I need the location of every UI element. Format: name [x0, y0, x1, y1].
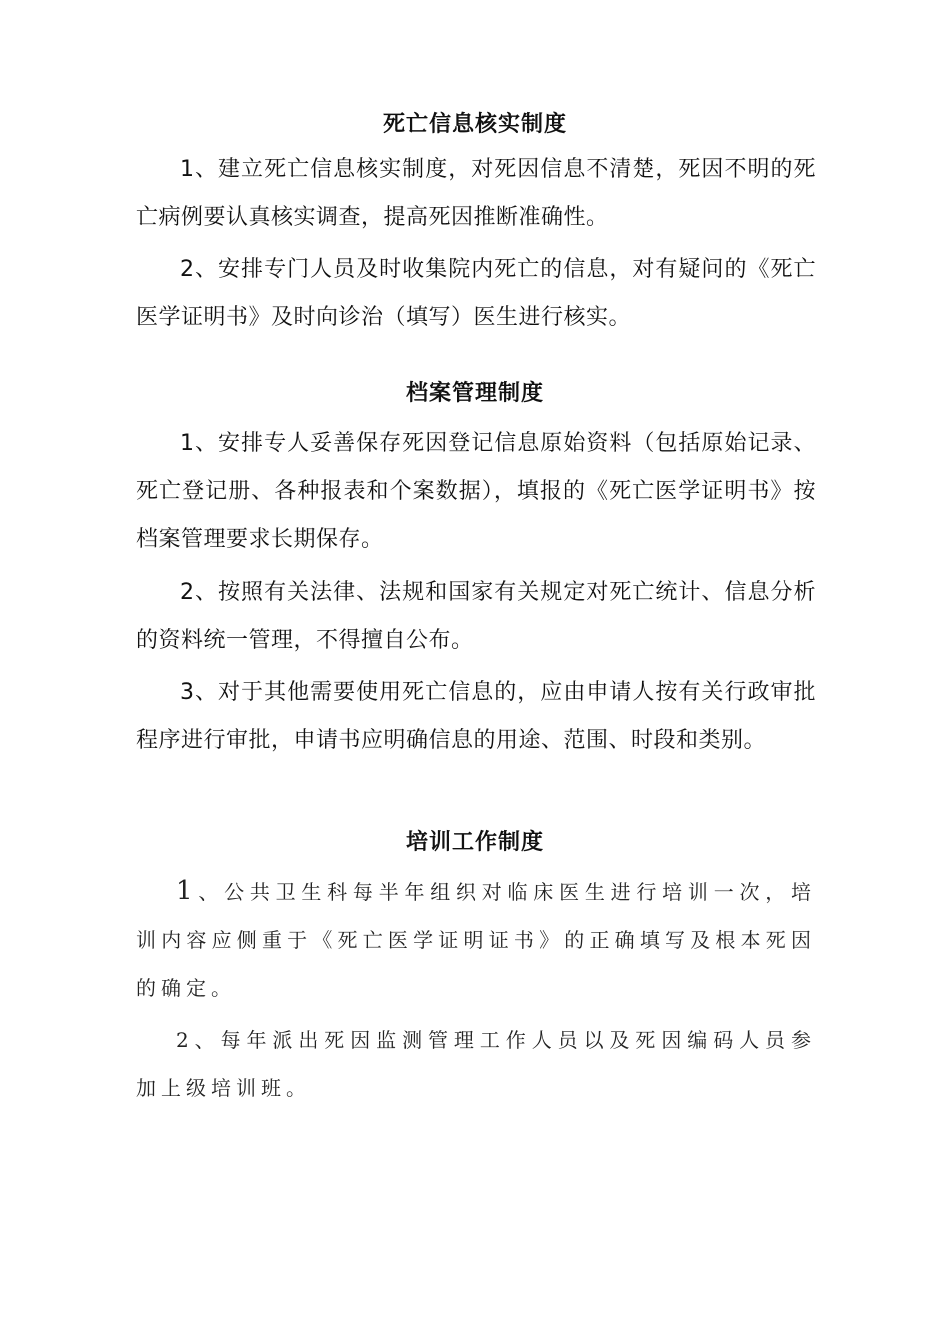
paragraph-verification-2: 2、安排专门人员及时收集院内死亡的信息，对有疑问的《死亡医学证明书》及时向诊治（填写）医生进行核实。 — [136, 257, 816, 330]
section-title-training: 培训工作制度 — [405, 830, 544, 855]
paragraph-archive-2: 2、按照有关法律、法规和国家有关规定对死亡统计、信息分析的资料统一管理，不得擅自公布。 — [136, 580, 816, 653]
paragraph-training-2: 2、每年派出死因监测管理工作人员以及死因编码人员参加上级培训班。 — [136, 1028, 816, 1100]
paragraph-archive-3: 3、对于其他需要使用死亡信息的，应由申请人按有关行政审批程序进行审批，申请书应明确信息的用途、范围、时段和类别。 — [136, 680, 816, 753]
section-title-death-info-verification: 死亡信息核实制度 — [382, 112, 567, 137]
section-title-archive-management: 档案管理制度 — [405, 381, 544, 406]
paragraph-archive-1: 1、安排专人妥善保存死因登记信息原始资料（包括原始记录、死亡登记册、各种报表和个案数据），填报的《死亡医学证明书》按档案管理要求长期保存。 — [136, 431, 816, 552]
paragraph-number: 1 — [176, 876, 198, 906]
paragraph-training-1 — [136, 867, 816, 1012]
paragraph-text: 、公共卫生科每半年组织对临床医生进行培训一次，培训内容应侧重于《死亡医学证明证书》的正确填写及根本死因的确定。 — [136, 880, 816, 1000]
paragraph-verification-1: 1、建立死亡信息核实制度，对死因信息不清楚，死因不明的死亡病例要认真核实调查，提高死因推断准确性。 — [136, 157, 816, 230]
